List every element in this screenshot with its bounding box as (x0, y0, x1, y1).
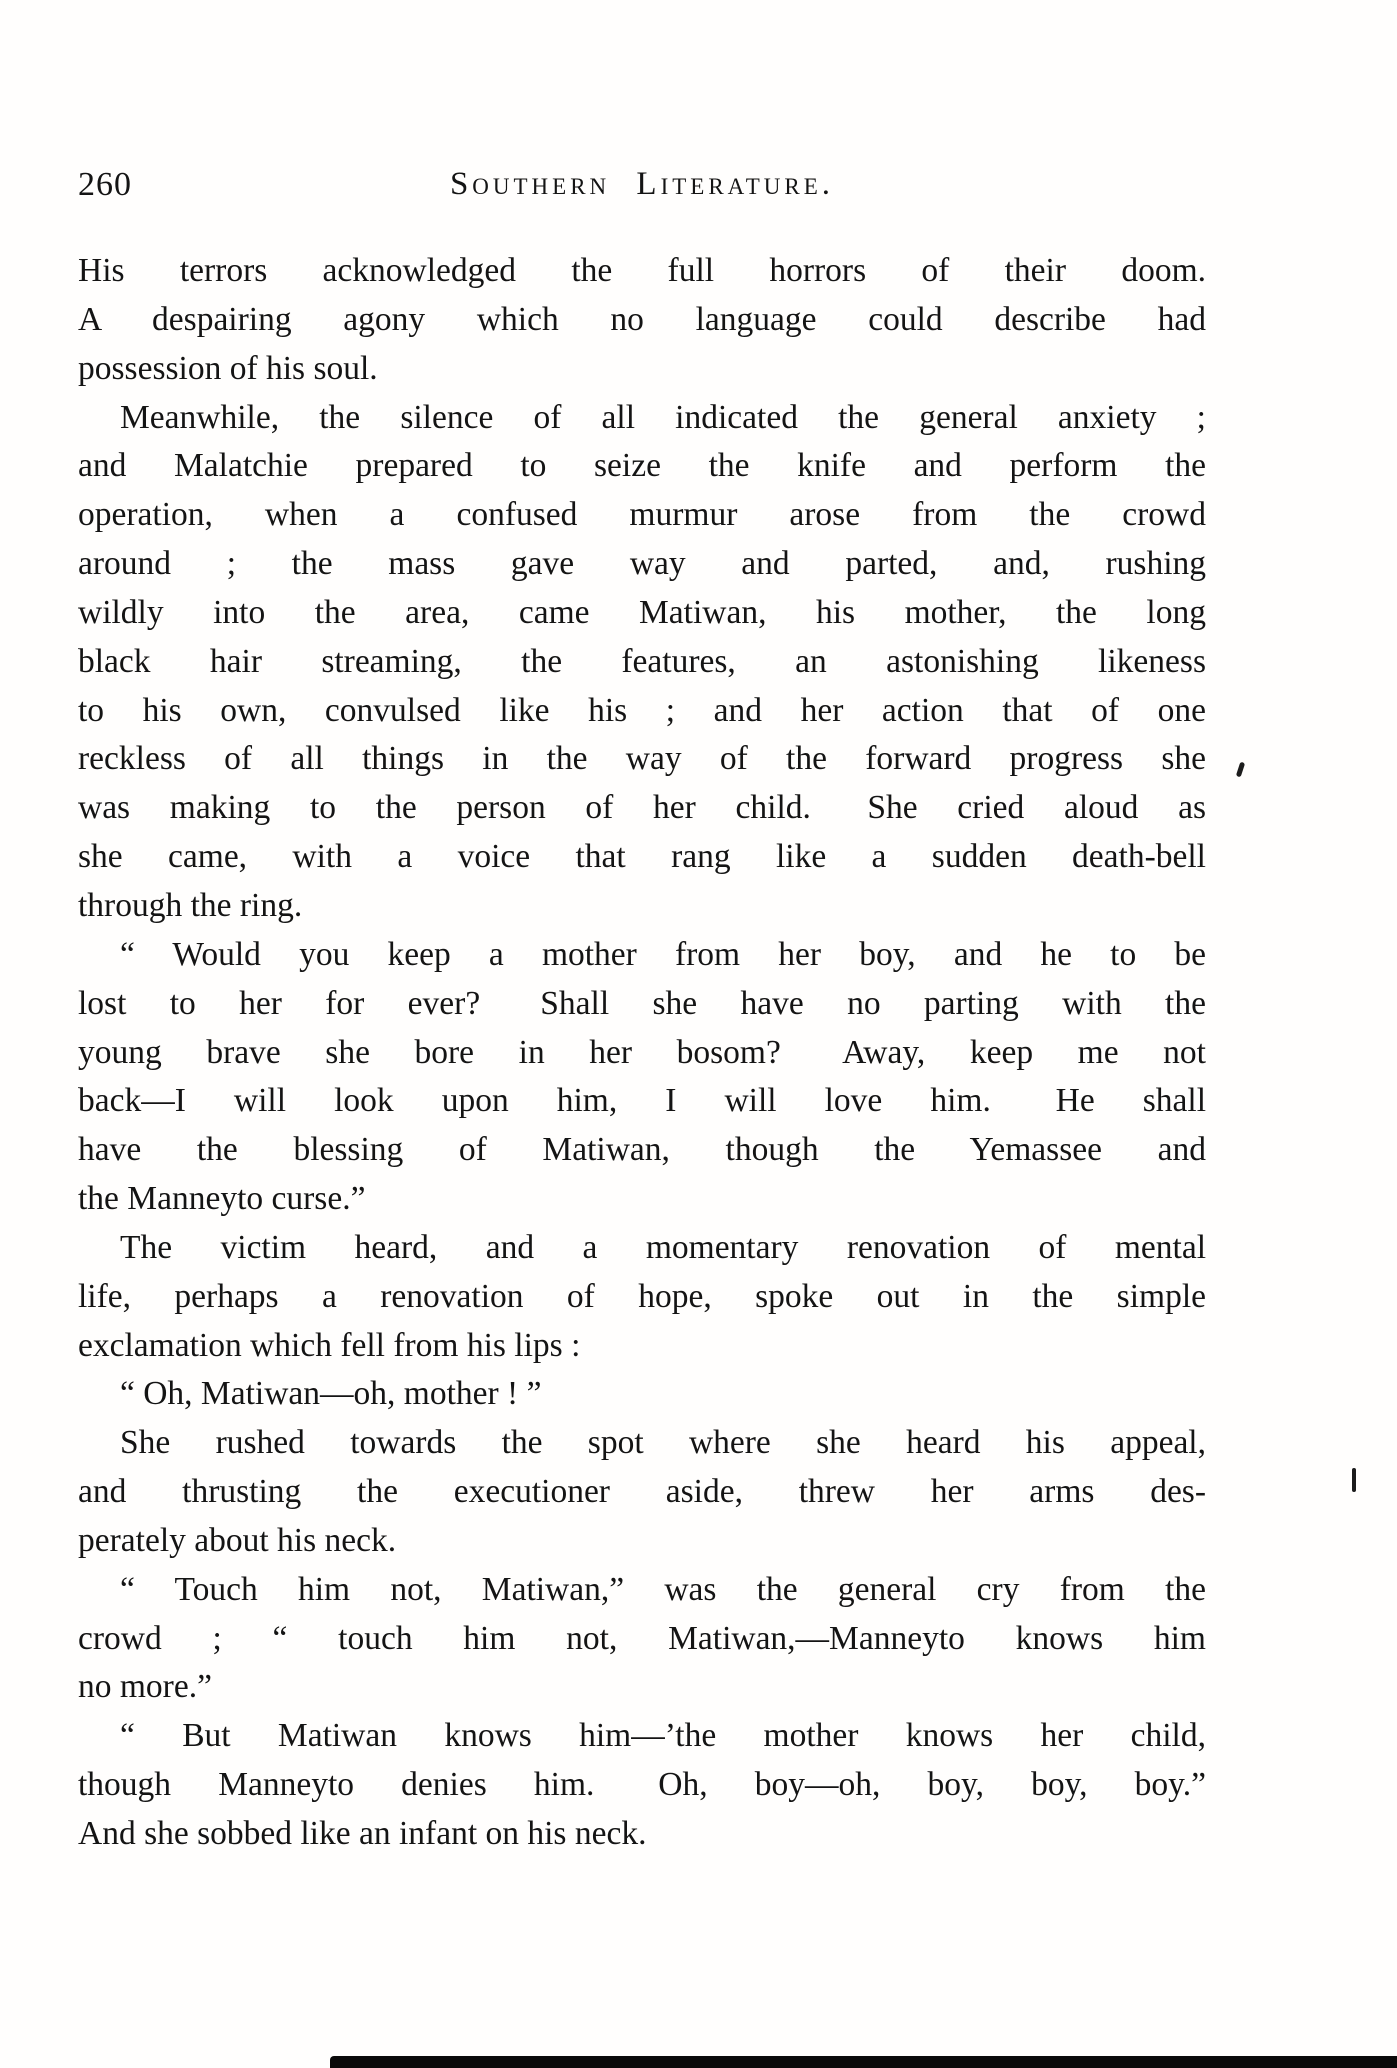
running-title: Southern Literature. (449, 166, 835, 202)
text-line: life, perhaps a renovation of hope, spoke out in the simple (78, 1277, 1206, 1315)
text-line: The victim heard, and a momentary renovation of mental (120, 1228, 1206, 1266)
text-line: to his own, convulsed like his ; and her action that of one (78, 691, 1206, 729)
text-line: though Manneyto denies him. Oh, boy—oh, boy, boy, boy.” (78, 1766, 1206, 1804)
text-line: possession of his soul. (78, 349, 378, 387)
scanner-edge-strip (330, 2056, 1397, 2068)
text-line: lost to her for ever? Shall she have no parting with the (78, 984, 1206, 1022)
page-header (78, 166, 1206, 210)
text-line: “ Would you keep a mother from her boy, and he to be (120, 935, 1206, 973)
ink-speck (1352, 1468, 1356, 1492)
text-line: His terrors acknowledged the full horrors of their doom. (78, 252, 1206, 289)
text-line: crowd ; “ touch him not, Matiwan,—Manneyto knows him (78, 1619, 1206, 1657)
text-line: operation, when a confused murmur arose from the crowd (78, 496, 1206, 534)
text-line: “ But Matiwan knows him—’the mother knows her child, (120, 1717, 1206, 1755)
text-line: young brave she bore in her bosom? Away, keep me not (78, 1033, 1206, 1071)
text-line: And she sobbed like an infant on his neck. (78, 1815, 647, 1852)
text-line: A despairing agony which no language could describe had (78, 300, 1206, 338)
ink-speck (1236, 762, 1245, 778)
page-body (78, 247, 1206, 1859)
text-line: and thrusting the executioner aside, threw her arms des- (78, 1473, 1206, 1511)
text-line: no more.” (78, 1668, 212, 1706)
text-line: black hair streaming, the features, an astonishing likeness (78, 642, 1206, 680)
text-line: have the blessing of Matiwan, though the Yemassee and (78, 1131, 1206, 1169)
text-line: around ; the mass gave way and parted, and, rushing (78, 545, 1206, 583)
text-line: wildly into the area, came Matiwan, his mother, the long (78, 593, 1206, 631)
text-line: through the ring. (78, 886, 303, 924)
text-line: the Manneyto curse.” (78, 1180, 366, 1218)
text-line: was making to the person of her child. She cried aloud as (78, 789, 1206, 827)
text-line: She rushed towards the spot where she heard his appeal, (120, 1424, 1206, 1462)
text-line: perately about his neck. (78, 1521, 397, 1559)
page-number: 260 (78, 166, 132, 203)
text-line: Meanwhile, the silence of all indicated the general anxiety ; (120, 398, 1206, 436)
text-line: back—I will look upon him, I will love him. He shall (78, 1082, 1206, 1120)
text-line: “ Oh, Matiwan—oh, mother ! ” (120, 1375, 542, 1413)
text-line: and Malatchie prepared to seize the knife and perform the (78, 447, 1206, 485)
text-line: “ Touch him not, Matiwan,” was the general cry from the (120, 1570, 1206, 1608)
text-line: she came, with a voice that rang like a sudden death-bell (78, 838, 1206, 876)
text-line: exclamation which fell from his lips : (78, 1326, 581, 1364)
text-line: reckless of all things in the way of the forward progress she (78, 740, 1206, 778)
